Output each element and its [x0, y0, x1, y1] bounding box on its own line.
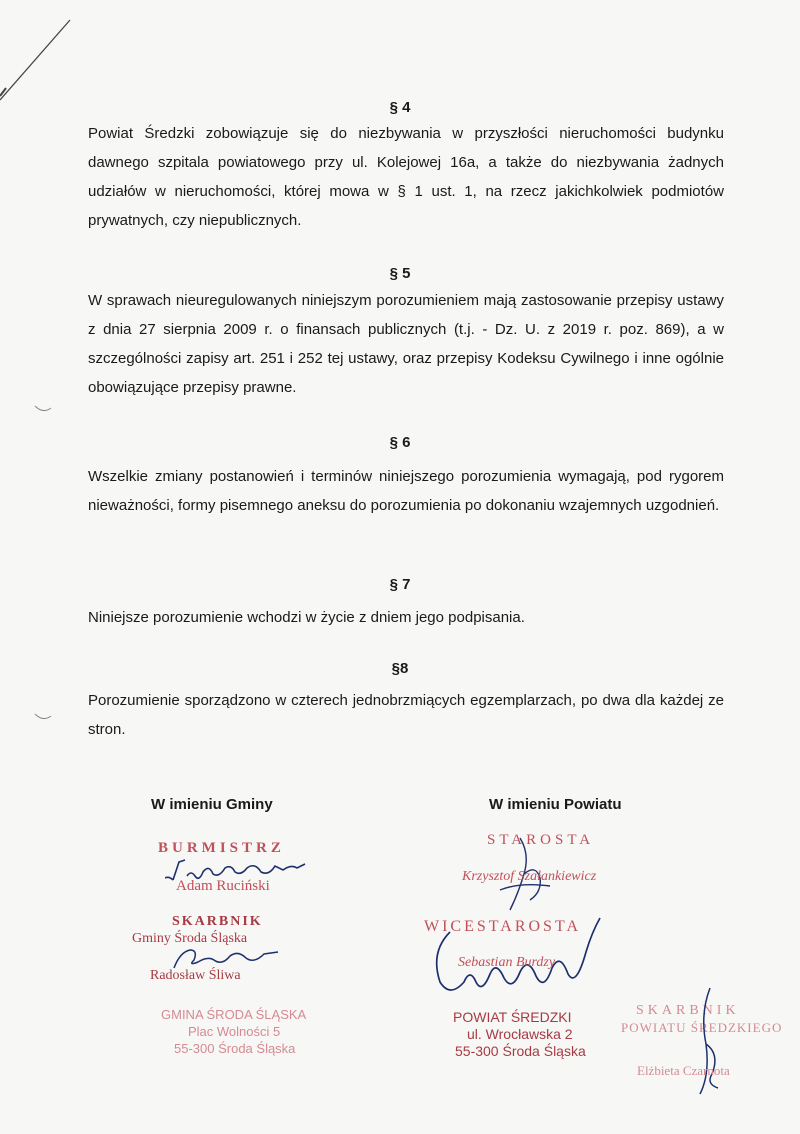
signature-heading-gmina: W imieniu Gminy [151, 796, 273, 813]
wicestarosta-name: Sebastian Burdzy [458, 955, 556, 970]
section-text: Porozumienie sporządzono w czterech jednobrzmiących egzemplarzach, po dwa dla każdej ze stron. [88, 692, 724, 738]
skarbnik-powiat-stamp-title: SKARBNIK [636, 1003, 740, 1018]
folded-corner-mark [0, 0, 80, 110]
skarbnik-gmina-stamp-title: SKARBNIK [172, 914, 263, 929]
skarbnik-powiat-unit: POWIATU ŚREDZKIEGO [621, 1020, 783, 1035]
burmistrz-stamp-title: BURMISTRZ [158, 840, 285, 856]
section-number: §8 [391, 660, 409, 677]
section-text: Powiat Średzki zobowiązuje się do niezbywania w przyszłości nieruchomości budynku dawnego szpitala powiatowego przy ul. Kolejowej 16a, a także do niezbywania żadnych udziałów w nieruchomości, której mowa w § 1 ust. 1, na rzecz jakichkolwiek podmiotów prywatnych, czy niepublicznych. [88, 125, 724, 229]
skarbnik-powiat-name: Elżbieta Czarnota [637, 1063, 730, 1078]
powiat-address-line2: ul. Wrocławska 2 [467, 1026, 573, 1042]
starosta-name: Krzysztof Szałankiewicz [462, 869, 597, 884]
section-number: § 7 [389, 576, 411, 593]
gmina-address-line1: GMINA ŚRODA ŚLĄSKA [161, 1007, 307, 1022]
burmistrz-name: Adam Ruciński [176, 878, 270, 894]
skarbnik-powiat-signature [670, 984, 740, 1104]
starosta-stamp-title: STAROSTA [487, 832, 595, 848]
section-number: § 6 [389, 434, 411, 451]
signature-heading-powiat: W imieniu Powiatu [489, 796, 622, 813]
punch-hole-mark [34, 404, 52, 414]
powiat-address-line3: 55-300 Środa Śląska [455, 1043, 586, 1059]
gmina-address-line3: 55-300 Środa Śląska [174, 1041, 296, 1056]
section-text: Niniejsze porozumienie wchodzi w życie z dniem jego podpisania. [88, 609, 525, 626]
section-number: § 4 [389, 99, 411, 116]
skarbnik-gmina-name: Radosław Śliwa [150, 968, 241, 983]
punch-hole-mark [34, 712, 52, 722]
skarbnik-gmina-unit: Gminy Środa Śląska [132, 931, 248, 946]
section-text: W sprawach nieuregulowanych niniejszym porozumieniem mają zastosowanie przepisy ustawy z dnia 27 sierpnia 2009 r. o finansach publicznych (t.j. - Dz. U. z 2019 r. poz. 869), a w szczególności zapisy art. 251 i 252 tej ustawy, oraz przepisy Kodeksu Cywilnego i inne ogólnie obowiązujące przepisy prawne. [88, 292, 724, 396]
wicestarosta-stamp-title: WICESTAROSTA [424, 918, 581, 935]
section-text: Wszelkie zmiany postanowień i terminów niniejszego porozumienia wymagają, pod rygorem nieważności, formy pisemnego aneksu do porozumienia po dokonaniu wzajemnych uzgodnień. [88, 468, 724, 514]
gmina-address-line2: Plac Wolności 5 [188, 1024, 281, 1039]
section-number: § 5 [389, 265, 411, 282]
powiat-address-line1: POWIAT ŚREDZKI [453, 1009, 572, 1025]
